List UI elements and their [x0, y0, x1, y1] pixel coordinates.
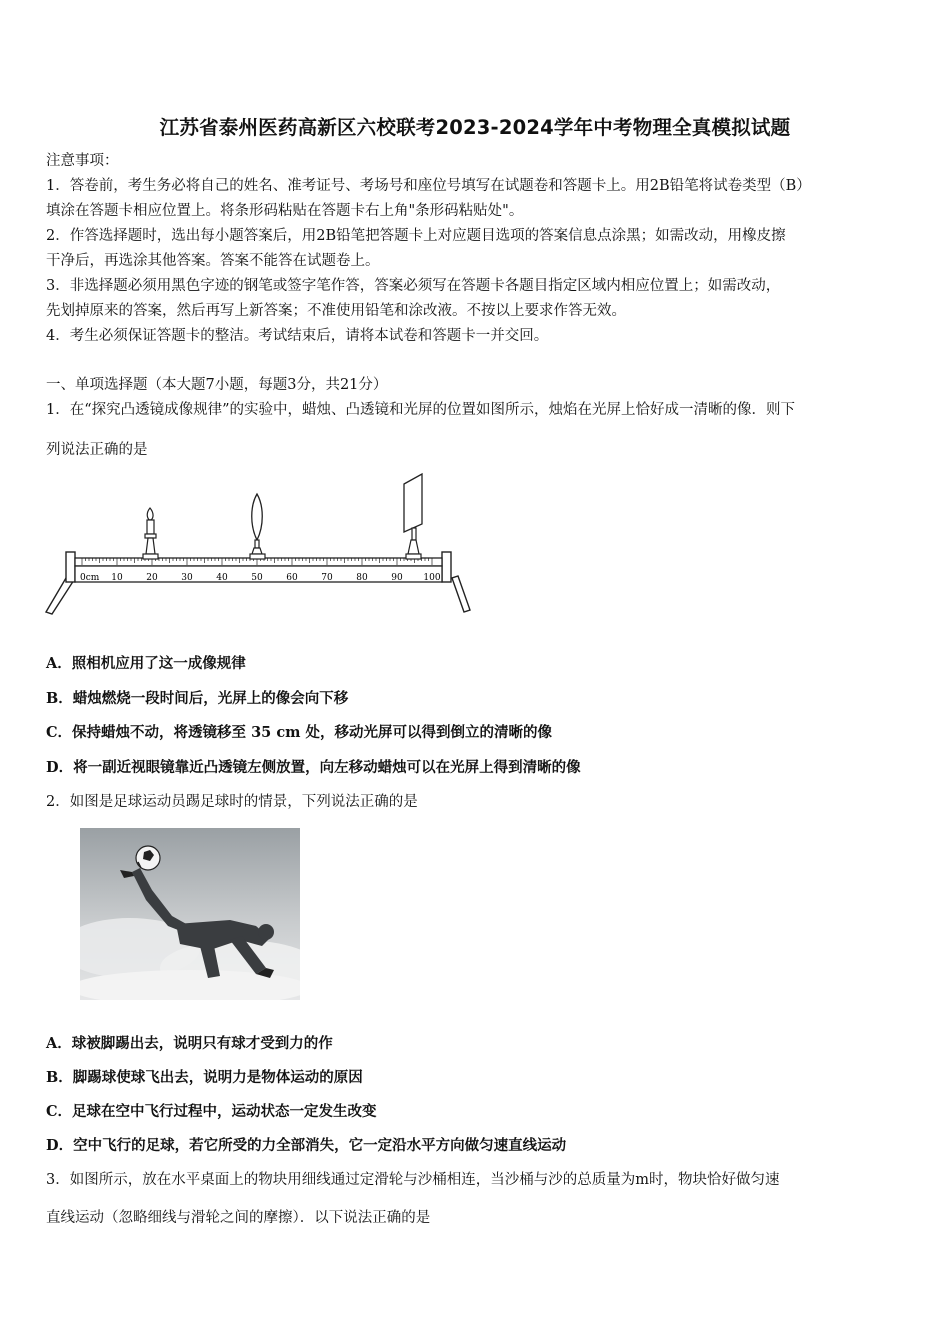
screen-panel [404, 474, 422, 532]
notes-heading: 注意事项： [46, 153, 119, 169]
q2-option-d: D．空中飞行的足球，若它所受的力全部消失，它一定沿水平方向做匀速直线运动 [46, 1137, 567, 1154]
scale-tick-label: 40 [216, 573, 228, 583]
q2-option-c: C．足球在空中飞行过程中，运动状态一定发生改变 [46, 1103, 377, 1120]
question-3-stem-cont: 直线运动（忽略细线与滑轮之间的摩擦）．以下说法正确的是 [46, 1210, 431, 1226]
candle [143, 508, 158, 559]
question-3-stem: 3．如图所示，放在水平桌面上的物块用细线通过定滑轮与沙桶相连，当沙桶与沙的总质量为m时，物块恰好做匀速 [46, 1172, 780, 1188]
candle-body [147, 520, 154, 534]
candle-holder [146, 538, 155, 554]
question-1-stem-cont: 列说法正确的是 [46, 442, 148, 458]
q2-option-b: B．脚踢球使球飞出去，说明力是物体运动的原因 [46, 1069, 363, 1086]
notes-item: 干净后，再选涂其他答案。答案不能答在试题卷上。 [46, 253, 380, 269]
bench-leg-left [46, 578, 74, 614]
soccer-ball-icon [136, 846, 160, 870]
page-title: 江苏省泰州医药高新区六校联考2023-2024学年中考物理全真模拟试题 [159, 116, 791, 139]
notes-item: 3．非选择题必须用黑色字迹的钢笔或签字笔作答，答案必须写在答题卡各题目指定区域内相应位置上；如需改动， [46, 278, 781, 294]
notes-item: 1．答卷前，考生务必将自己的姓名、准考证号、考场号和座位号填写在试题卷和答题卡上。用2B铅笔将试卷类型（B） [46, 178, 811, 194]
light-screen [404, 474, 422, 559]
question-2-stem: 2．如图是足球运动员踢足球时的情景，下列说法正确的是 [46, 794, 418, 810]
notes-item: 先划掉原来的答案，然后再写上新答案；不准使用铅笔和涂改液。不按以上要求作答无效。 [46, 303, 626, 319]
lens-holder [252, 548, 262, 554]
scale-tick-label: 90 [391, 573, 403, 583]
scale-tick-label: 50 [251, 573, 263, 583]
scale-tick-label: 70 [321, 573, 333, 583]
q1-option-a: A．照相机应用了这一成像规律 [46, 655, 246, 672]
scale-tick-label: 80 [356, 573, 368, 583]
notes-item: 4．考生必须保证答题卡的整洁。考试结束后，请将本试卷和答题卡一并交回。 [46, 328, 549, 344]
scale-unit-label: 0cm [80, 573, 100, 583]
question-1-stem: 1．在“探究凸透镜成像规律”的实验中，蜡烛、凸透镜和光屏的位置如图所示，烛焰在光屏上恰好成一清晰的像．则下 [46, 402, 796, 418]
scale-tick-label: 10 [111, 573, 123, 583]
scale-tick-label: 100 [423, 573, 441, 583]
bench-leg-right [452, 576, 470, 612]
section-heading: 一、单项选择题（本大题7小题，每题3分，共21分） [46, 377, 388, 393]
q1-option-c: C．保持蜡烛不动，将透镜移至 35 cm 处，移动光屏可以得到倒立的清晰的像 [46, 724, 553, 741]
optical-bench-figure [44, 470, 474, 620]
bench-end-left [66, 552, 75, 582]
scale-tick-label: 60 [286, 573, 298, 583]
convex-lens [250, 494, 265, 559]
bench-end-right [442, 552, 451, 582]
soccer-player-figure [80, 828, 300, 1000]
scale-tick-label: 20 [146, 573, 158, 583]
lens-body [252, 494, 263, 540]
candle-flame [147, 508, 153, 520]
q1-option-d: D．将一副近视眼镜靠近凸透镜左侧放置，向左移动蜡烛可以在光屏上得到清晰的像 [46, 759, 581, 776]
screen-holder [408, 540, 419, 554]
notes-item: 填涂在答题卡相应位置上。将条形码粘贴在答题卡右上角"条形码粘贴处"。 [46, 203, 524, 219]
notes-item: 2．作答选择题时，选出每小题答案后，用2B铅笔把答题卡上对应题目选项的答案信息点涂黑；如需改动，用橡皮擦 [46, 228, 786, 244]
q2-option-a: A．球被脚踢出去，说明只有球才受到力的作 [46, 1035, 333, 1052]
q1-option-b: B．蜡烛燃烧一段时间后，光屏上的像会向下移 [46, 690, 349, 707]
scale-tick-label: 30 [181, 573, 193, 583]
